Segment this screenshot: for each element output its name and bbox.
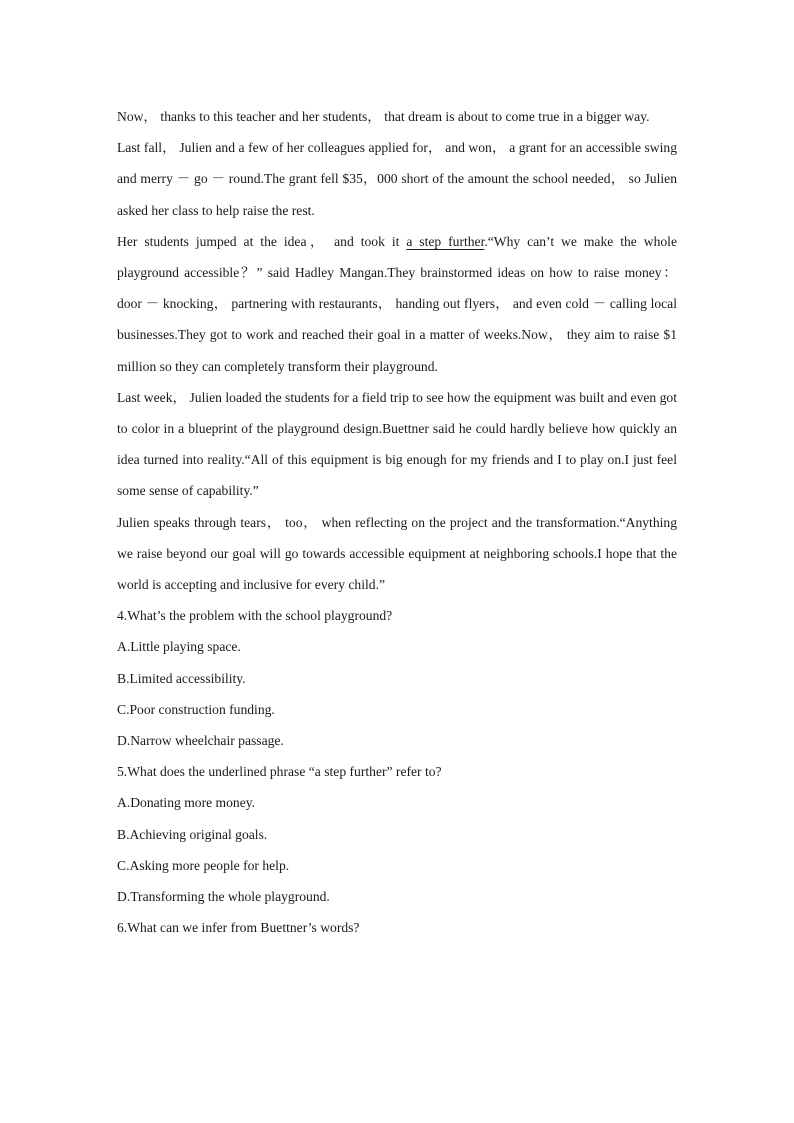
- paragraph-5: Julien speaks through tears， too， when reflecting on the project and the transformation.“Anything we raise beyond our goal will go towards accessible equipment at neighboring schools.I hope that the world is accepting and inclusive for every child.”: [117, 514, 677, 593]
- paragraph-3-rest: .“Why can’t we make the whole playground accessible？” said Hadley Mangan.They brainstormed ideas on how to raise money： door － knocking， partnering with restaurants， handing out flyers， and even cold － calling local businesses.They got to work and reached their goal in a matter of weeks.Now， they aim to raise $1 million so they can completely transform their playground.: [117, 233, 677, 374]
- paragraph-3-start: Her students jumped at the idea， and took it: [117, 233, 407, 249]
- paragraph-3: [117, 226, 677, 382]
- question-5-option-b: B.Achieving original goals.: [117, 826, 268, 842]
- question-5-stem: 5.What does the underlined phrase “a step further” refer to?: [117, 764, 442, 780]
- question-5-option-c: C.Asking more people for help.: [117, 857, 290, 873]
- question-4-stem: 4.What’s the problem with the school playground?: [117, 608, 393, 624]
- reading-passage: [117, 101, 677, 943]
- paragraph-4: Last week， Julien loaded the students for a field trip to see how the equipment was built and even got to color in a blueprint of the playground design.Buettner said he could hardly believe how quickly an idea turned into reality.“All of this equipment is big enough for my friends and I to play on.I just feel some sense of capability.”: [117, 389, 677, 499]
- question-4-option-b: B.Limited accessibility.: [117, 670, 246, 686]
- paragraph-2: Last fall， Julien and a few of her colleagues applied for， and won， a grant for an accessible swing and merry － go － round.The grant fell $35，000 short of the amount the school needed， so Julien asked her class to help raise the rest.: [117, 140, 677, 218]
- question-5-option-a: A.Donating more money.: [117, 795, 256, 811]
- question-4-option-a: A.Little playing space.: [117, 639, 241, 655]
- question-5-option-d: D.Transforming the whole playground.: [117, 889, 330, 905]
- underlined-phrase: a step further: [406, 233, 485, 249]
- question-4-option-d: D.Narrow wheelchair passage.: [117, 733, 284, 749]
- question-4-option-c: C.Poor construction funding.: [117, 701, 275, 717]
- question-6-stem: 6.What can we infer from Buettner’s words?: [117, 920, 360, 936]
- paragraph-1: Now， thanks to this teacher and her students， that dream is about to come true in a bigger way.: [117, 109, 650, 124]
